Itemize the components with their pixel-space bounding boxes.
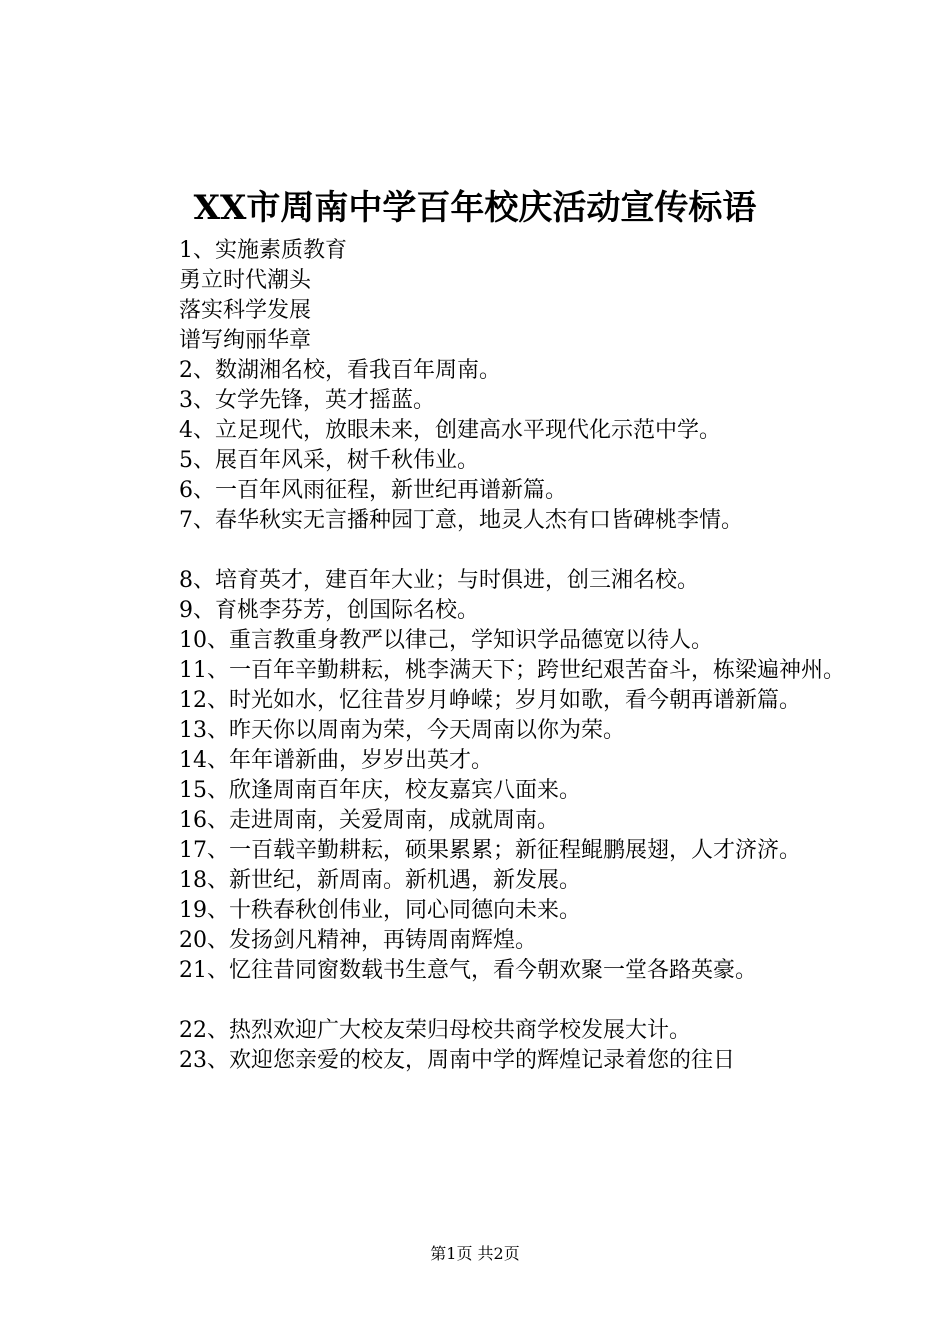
slogan-line: 4、立足现代，放眼未来，创建高水平现代化示范中学。 bbox=[179, 418, 721, 443]
slogan-line: 15、欣逢周南百年庆，校友嘉宾八面来。 bbox=[179, 778, 581, 803]
slogan-line: 落实科学发展 bbox=[179, 298, 312, 323]
slogan-line: 5、展百年风采，树千秋伟业。 bbox=[179, 448, 479, 473]
slogan-line: 13、昨天你以周南为荣，今天周南以你为荣。 bbox=[179, 718, 625, 743]
slogan-line: 2、数湖湘名校，看我百年周南。 bbox=[179, 358, 501, 383]
slogan-line: 21、忆往昔同窗数载书生意气，看今朝欢聚一堂各路英豪。 bbox=[179, 958, 757, 983]
slogan-line: 3、女学先锋，英才摇蓝。 bbox=[179, 388, 435, 413]
slogan-line: 7、春华秋实无言播种园丁意，地灵人杰有口皆碑桃李情。 bbox=[179, 508, 743, 533]
paragraph-gap bbox=[129, 536, 849, 566]
document-title: XX市周南中学百年校庆活动宣传标语 bbox=[193, 188, 757, 228]
slogan-line: 谱写绚丽华章 bbox=[179, 328, 312, 353]
slogan-line: 18、新世纪，新周南。新机遇，新发展。 bbox=[179, 868, 581, 893]
paragraph-gap bbox=[129, 986, 849, 1016]
slogan-line: 12、时光如水，忆往昔岁月峥嵘；岁月如歌，看今朝再谱新篇。 bbox=[179, 688, 801, 713]
slogan-line: 10、重言教重身教严以律己，学知识学品德宽以待人。 bbox=[179, 628, 713, 653]
slogan-line: 19、十秩春秋创伟业，同心同德向未来。 bbox=[179, 898, 581, 923]
slogan-line: 勇立时代潮头 bbox=[179, 268, 312, 293]
document-body bbox=[129, 236, 849, 1076]
slogan-line: 14、年年谱新曲，岁岁出英才。 bbox=[179, 748, 493, 773]
slogan-line: 11、一百年辛勤耕耘，桃李满天下；跨世纪艰苦奋斗，栋梁遍神州。 bbox=[179, 658, 845, 683]
page-number: 第1页 共2页 bbox=[430, 1244, 520, 1263]
slogan-line: 17、一百载辛勤耕耘，硕果累累；新征程鲲鹏展翅，人才济济。 bbox=[179, 838, 801, 863]
slogan-line: 22、热烈欢迎广大校友荣归母校共商学校发展大计。 bbox=[179, 1018, 691, 1043]
slogan-line: 16、走进周南，关爱周南，成就周南。 bbox=[179, 808, 559, 833]
slogan-line: 1、实施素质教育 bbox=[179, 238, 347, 263]
slogan-line: 6、一百年风雨征程，新世纪再谱新篇。 bbox=[179, 478, 567, 503]
slogan-line: 23、欢迎您亲爱的校友，周南中学的辉煌记录着您的往日 bbox=[179, 1048, 735, 1073]
slogan-line: 8、培育英才，建百年大业；与时俱进，创三湘名校。 bbox=[179, 568, 699, 593]
slogan-line: 9、育桃李芬芳，创国际名校。 bbox=[179, 598, 479, 623]
slogan-line: 20、发扬剑凡精神，再铸周南辉煌。 bbox=[179, 928, 537, 953]
